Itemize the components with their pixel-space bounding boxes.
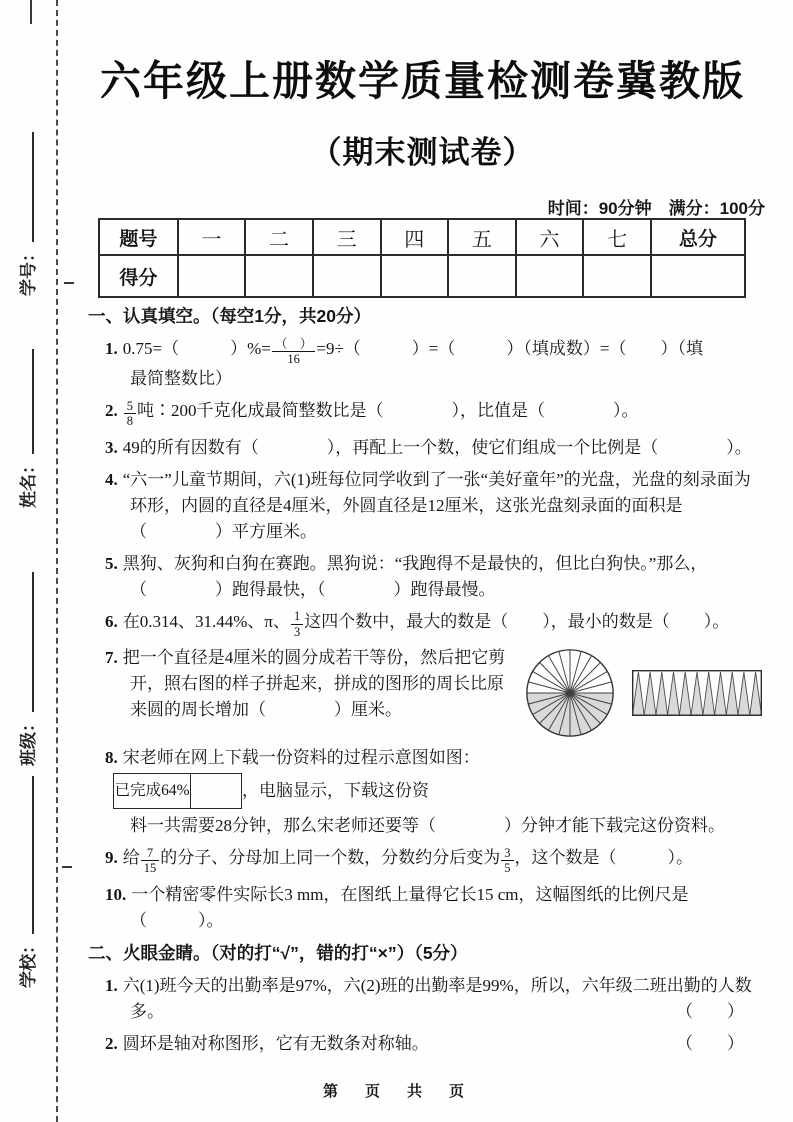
score-empty-cell bbox=[516, 255, 584, 297]
question-10: 10. 一个精密零件实际长3 mm，在图纸上量得它长15 cm，这幅图纸的比例尺是（ ）。 bbox=[105, 884, 689, 930]
question-8-number: 8. bbox=[105, 748, 118, 768]
question-1-number: 1. bbox=[105, 339, 118, 358]
tf-question-1-answer-blank: （ ） bbox=[676, 1001, 744, 1021]
school-blank-line bbox=[28, 776, 34, 934]
tf-question-1: 1. 六(1)班今天的出勤率是97%，六(2)班的出勤率是99%，所以，六年级二班出勤的人数多。 （ ） bbox=[88, 973, 766, 1025]
question-5-number: 5. bbox=[105, 553, 118, 573]
question-5: 5. 黑狗、灰狗和白狗在赛跑。黑狗说：“我跑得不是最快的，但比白狗快。”那么，（ ）跑得最快，（ ）跑得最慢。 bbox=[105, 553, 708, 599]
name-blank-line bbox=[28, 349, 34, 454]
page-footer: 第 页 共 页 bbox=[322, 1083, 470, 1100]
fold-tick bbox=[30, 0, 32, 24]
student-id-blank-line bbox=[28, 132, 34, 242]
question-6: 6. 在0.314、31.44%、π、 $\frac{1}{3}$ 这四个数中，最大的数是（ ），最小的数是（ ）。 bbox=[105, 609, 730, 639]
score-empty-cell bbox=[245, 255, 313, 297]
header-cell-4: 四 bbox=[381, 219, 449, 255]
score-table-header-row bbox=[99, 219, 745, 255]
page-title: 六年级上册数学质量检测卷冀教版 bbox=[100, 58, 745, 104]
student-id-field bbox=[14, 132, 39, 296]
class-blank-line bbox=[28, 572, 34, 712]
score-empty-cell bbox=[448, 255, 516, 297]
header-cell-question-no: 题号 bbox=[99, 219, 178, 255]
tf-question-1-number: 1. bbox=[105, 975, 118, 995]
header-cell-total: 总分 bbox=[651, 219, 745, 255]
question-4: 4. “六一”儿童节期间，六(1)班每位同学收到了一张“美好童年”的光盘，光盘的刻录面为环形，内圆的直径是4厘米，外圆直径是12厘米，这张光盘刻录面的面积是（ ）平方厘米。 bbox=[105, 469, 751, 541]
score-empty-cell bbox=[178, 255, 246, 297]
paper-body bbox=[88, 303, 766, 1063]
school-label: 学校： bbox=[19, 937, 38, 988]
name-label: 姓名： bbox=[19, 457, 38, 508]
progress-remaining-cell bbox=[191, 774, 241, 808]
question-10-number: 10. bbox=[105, 884, 127, 904]
question-8-line1: 8. 宋老师在网上下载一份资料的过程示意图如图： bbox=[105, 748, 480, 768]
score-empty-cell bbox=[583, 255, 651, 297]
question-9-number: 9. bbox=[105, 848, 118, 868]
header-cell-7: 七 bbox=[583, 219, 651, 255]
fraction: $\frac{( )}{16}$ bbox=[271, 337, 317, 367]
question-2-number: 2. bbox=[105, 401, 118, 421]
fraction: $\frac{5}{8}$ bbox=[123, 399, 137, 429]
fraction: $\frac{1}{3}$ bbox=[290, 609, 304, 639]
header-cell-3: 三 bbox=[313, 219, 381, 255]
fold-mark bbox=[62, 866, 72, 868]
fraction: $\frac{3}{5}$ bbox=[500, 846, 514, 876]
class-field bbox=[14, 572, 39, 766]
question-8-line3: 料一共需要28分钟，那么宋老师还要等（ ）分钟才能下载完这份资料。 bbox=[130, 816, 725, 836]
question-7-number: 7. bbox=[105, 648, 118, 668]
download-progress-bar bbox=[113, 773, 242, 809]
tf-question-2-answer-blank: （ ） bbox=[676, 1033, 744, 1053]
question-4-number: 4. bbox=[105, 469, 118, 489]
score-empty-cell bbox=[381, 255, 449, 297]
score-empty-cell bbox=[313, 255, 381, 297]
question-9: 9. 给 $\frac{7}{15}$ 的分子、分母加上同一个数，分数约分后变为 $\frac{3}{5}$ ，这个数是（ ）。 bbox=[105, 845, 693, 876]
tf-question-2-number: 2. bbox=[105, 1033, 118, 1053]
school-field bbox=[14, 776, 39, 988]
progress-completed-cell: 已完成64% bbox=[114, 774, 191, 808]
student-id-label: 学号： bbox=[19, 245, 38, 296]
triangle-strip-figure bbox=[632, 670, 762, 716]
sector-circle-figure bbox=[524, 647, 616, 739]
question-2: 2. $\frac{5}{8}$ 吨∶200千克化成最简整数比是（ ），比值是（ ）。 bbox=[105, 399, 639, 429]
header-cell-2: 二 bbox=[245, 219, 313, 255]
header-cell-1: 一 bbox=[178, 219, 246, 255]
question-7 bbox=[88, 645, 766, 739]
score-table-score-row bbox=[99, 255, 745, 297]
page-subtitle: （期末测试卷） bbox=[310, 135, 535, 170]
name-field bbox=[14, 349, 39, 508]
score-empty-cell bbox=[651, 255, 745, 297]
margin-dashed-line bbox=[56, 0, 58, 1122]
question-1: 1. 0.75=（ ）%= $\frac{( )}{16}$ =9÷（ ）=（ ）（填成数）=（ ）（填 最简整数比） bbox=[105, 336, 703, 389]
score-table bbox=[98, 218, 746, 298]
question-7-text: 7. 把一个直径是4厘米的圆分成若干等份，然后把它剪开，照右图的样子拼起来，拼成的图形的周长比原来圆的周长增加（ ）厘米。 bbox=[105, 648, 506, 720]
score-label-cell: 得分 bbox=[99, 255, 178, 297]
header-cell-5: 五 bbox=[448, 219, 516, 255]
exam-info: 时间：90分钟 满分：100分 bbox=[547, 199, 765, 218]
paper-header bbox=[60, 48, 785, 219]
question-3: 3. 49的所有因数有（ ），再配上一个数，使它们组成一个比例是（ ）。 bbox=[105, 437, 752, 457]
class-label: 班级： bbox=[19, 715, 38, 766]
question-3-number: 3. bbox=[105, 437, 118, 457]
header-cell-6: 六 bbox=[516, 219, 584, 255]
tf-question-2: 2. 圆环是轴对称图形，它有无数条对称轴。 （ ） bbox=[88, 1031, 766, 1057]
section-1-heading: 一、认真填空。（每空1分，共20分） bbox=[88, 306, 371, 326]
question-8-progress-row: 已完成64% ，电脑显示，下载这份资 bbox=[113, 773, 766, 809]
fraction: $\frac{7}{15}$ bbox=[140, 846, 161, 876]
question-6-number: 6. bbox=[105, 611, 118, 631]
section-2-heading: 二、火眼金睛。（对的打“√”，错的打“×”）（5分） bbox=[88, 942, 468, 963]
fold-mark bbox=[64, 282, 74, 284]
